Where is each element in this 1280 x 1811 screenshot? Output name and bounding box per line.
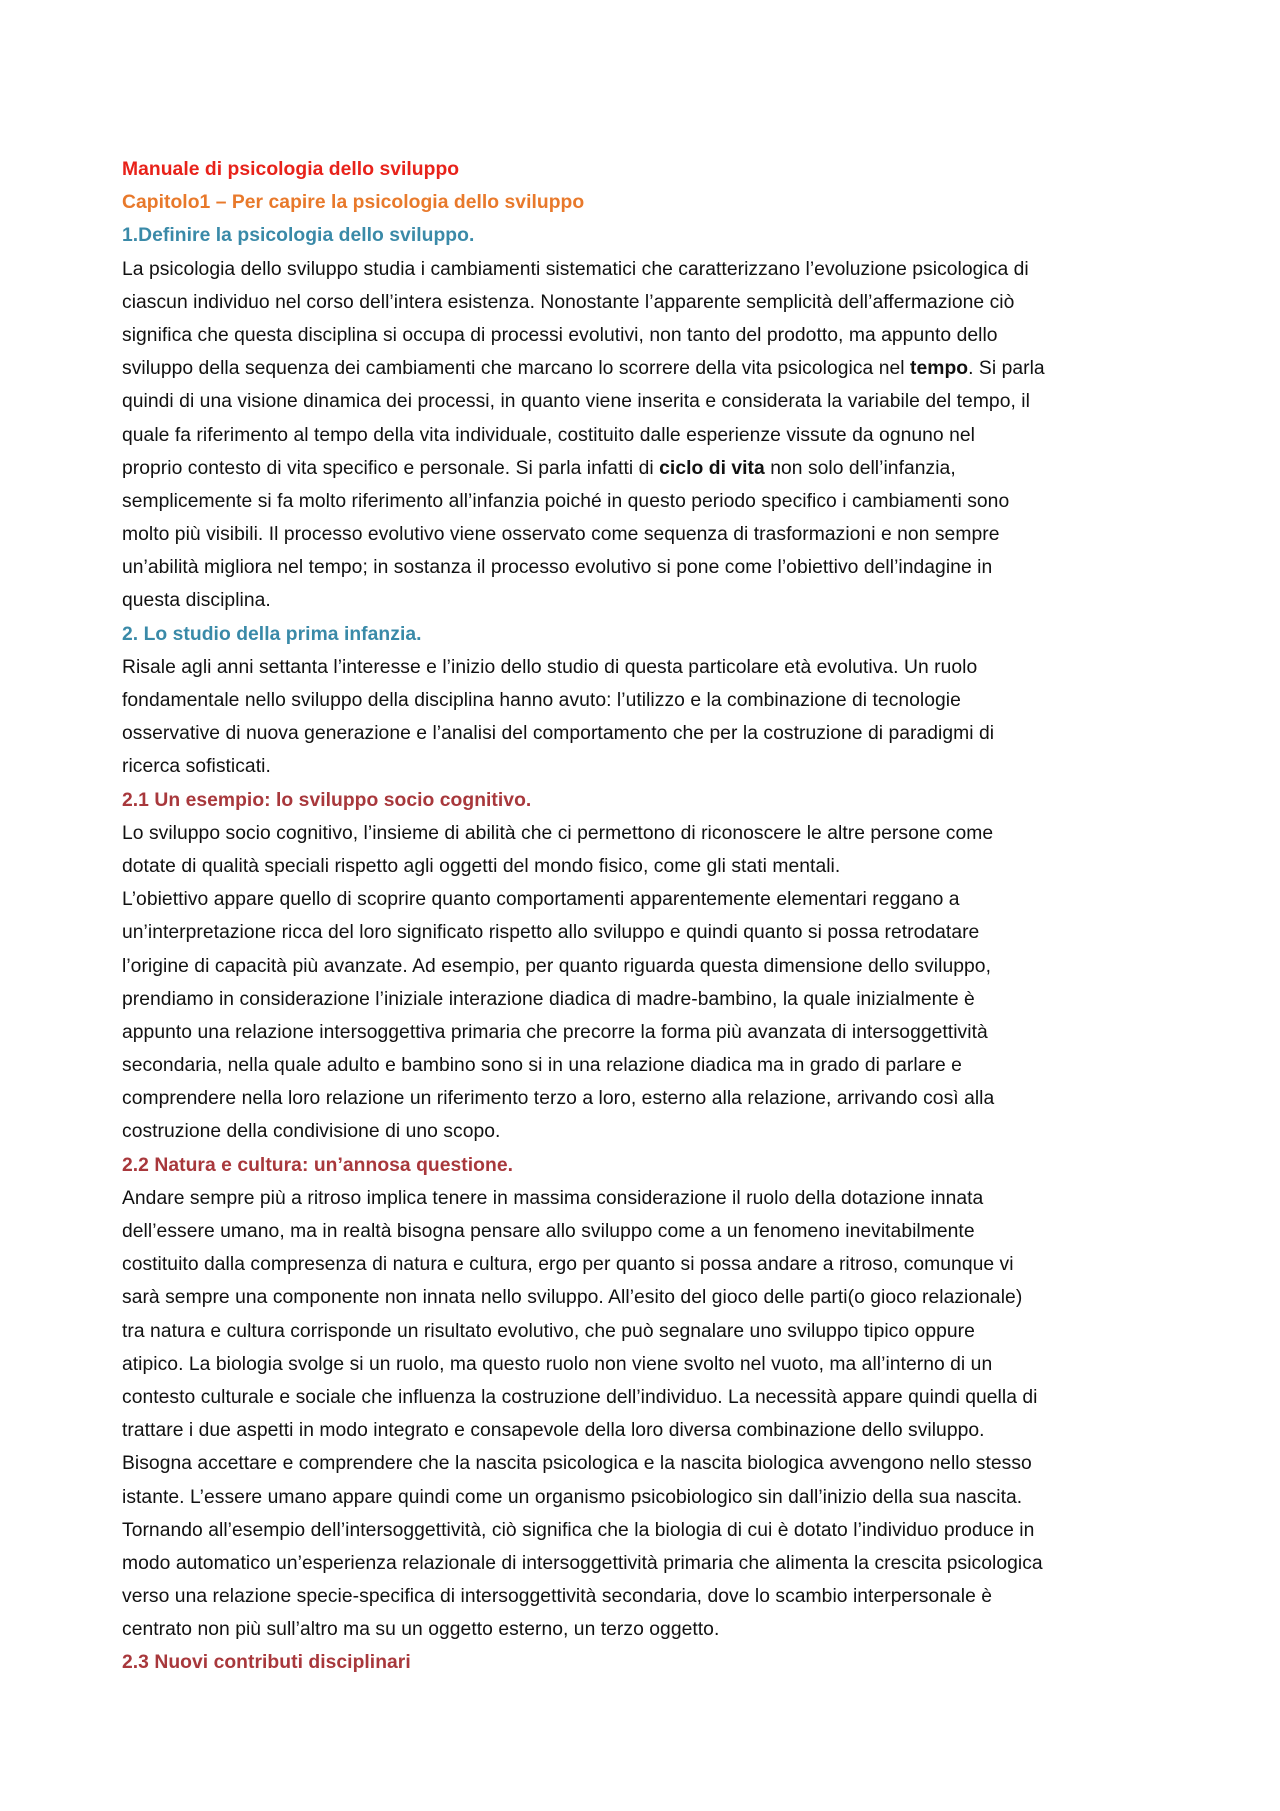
paragraph-line: atipico. La biologia svolge si un ruolo, ma questo ruolo non viene svolto nel vuoto, ma all’interno di un	[122, 1353, 993, 1375]
paragraph-line: molto più visibili. Il processo evolutivo viene osservato come sequenza di trasformazioni e non sempre	[122, 524, 1000, 546]
paragraph-line: significa che questa disciplina si occupa di processi evolutivi, non tanto del prodotto, ma appunto dello	[122, 324, 998, 346]
paragraph-line: costruzione della condivisione di uno scopo.	[122, 1121, 501, 1143]
text-run: sviluppo della sequenza dei cambiamenti che marcano lo scorrere della vita psicologica nel	[122, 358, 911, 380]
paragraph-line: dell’essere umano, ma in realtà bisogna pensare allo sviluppo come a un fenomeno inevitabilmente	[122, 1221, 975, 1242]
paragraph-line: l’origine di capacità più avanzate. Ad esempio, per quanto riguarda questa dimensione dello sviluppo,	[122, 955, 991, 977]
paragraph-line: un’interpretazione ricca del loro significato rispetto allo sviluppo e quindi quanto si possa retrodatare	[122, 922, 980, 944]
paragraph-line: verso una relazione specie-specifica di intersoggettività secondaria, dove lo scambio interpersonale è	[122, 1586, 993, 1608]
paragraph-line: Andare sempre più a ritroso implica tenere in massima considerazione il ruolo della dotazione innata	[122, 1187, 984, 1209]
text-run: non solo dell’infanzia,	[764, 457, 956, 479]
paragraph-line: appunto una relazione intersoggettiva primaria che precorre la forma più avanzata di intersoggettività	[122, 1021, 988, 1043]
paragraph-line: tra natura e cultura corrisponde un risultato evolutivo, che può segnalare uno sviluppo tipico oppure	[122, 1320, 975, 1342]
paragraph-line: semplicemente si fa molto riferimento all’infanzia poiché in questo periodo specifico i cambiamenti sono	[122, 490, 1010, 512]
section-heading-1: 1.Definire la psicologia dello sviluppo.	[122, 225, 475, 247]
paragraph-line: questa disciplina.	[122, 590, 271, 612]
paragraph-line: La psicologia dello sviluppo studia i cambiamenti sistematici che caratterizzano l’evoluzione psicologica di	[122, 258, 1029, 280]
paragraph-line: secondaria, nella quale adulto e bambino sono si in una relazione diadica ma in grado di parlare e	[122, 1055, 962, 1077]
paragraph-line: comprendere nella loro relazione un riferimento terzo a loro, esterno alla relazione, arrivando così alla	[122, 1088, 995, 1110]
paragraph-line: fondamentale nello sviluppo della disciplina hanno avuto: l’utilizzo e la combinazione di tecnologie	[122, 690, 961, 711]
paragraph-line: trattare i due aspetti in modo integrato e consapevole della loro diversa combinazione dello sviluppo.	[122, 1420, 985, 1442]
paragraph-line: centrato non più sull’altro ma su un oggetto esterno, un terzo oggetto.	[122, 1619, 720, 1641]
bold-term-tempo: tempo	[910, 358, 969, 380]
paragraph-line: Tornando all’esempio dell’intersoggettività, ciò significa che la biologia di cui è dotato l’individuo produce in	[122, 1519, 1035, 1541]
document-page	[122, 153, 1174, 1680]
text-run: . Si parla	[968, 358, 1045, 380]
bold-term-ciclo-di-vita: ciclo di vita	[659, 457, 765, 479]
subsection-heading-2-1: 2.1 Un esempio: lo sviluppo socio cognitivo.	[122, 789, 532, 811]
paragraph-line: Bisogna accettare e comprendere che la nascita psicologica e la nascita biologica avvengono nello stesso	[122, 1453, 1032, 1475]
paragraph-line: ciascun individuo nel corso dell’intera esistenza. Nonostante l’apparente semplicità dell’affermazione ciò	[122, 291, 1015, 313]
paragraph-line: Lo sviluppo socio cognitivo, l’insieme di abilità che ci permettono di riconoscere le altre persone come	[122, 822, 994, 844]
paragraph-line: Risale agli anni settanta l’interesse e l’inizio dello studio di questa particolare età evolutiva. Un ruolo	[122, 656, 978, 678]
subsection-heading-2-3: 2.3 Nuovi contributi disciplinari	[122, 1652, 411, 1674]
paragraph-line: dotate di qualità speciali rispetto agli oggetti del mondo fisico, come gli stati mentali.	[122, 855, 841, 877]
paragraph-line: quale fa riferimento al tempo della vita individuale, costituito dalle esperienze vissute da ognuno nel	[122, 424, 975, 446]
paragraph-line: istante. L’essere umano appare quindi come un organismo psicobiologico sin dall’inizio della sua nascita.	[122, 1486, 1023, 1508]
subsection-heading-2-2: 2.2 Natura e cultura: un’annosa questione.	[122, 1154, 514, 1176]
text-run: proprio contesto di vita specifico e personale. Si parla infatti di	[122, 457, 660, 479]
paragraph-line: un’abilità migliora nel tempo; in sostanza il processo evolutivo si pone come l’obiettivo dell’indagine in	[122, 557, 993, 579]
paragraph-line: osservative di nuova generazione e l’analisi del comportamento che per la costruzione di paradigmi di	[122, 723, 995, 745]
paragraph-line: quindi di una visione dinamica dei processi, in quanto viene inserita e considerata la variabile del tempo, il	[122, 391, 1030, 413]
paragraph-line: contesto culturale e sociale che influenza la costruzione dell’individuo. La necessità appare quindi quella di	[122, 1386, 1038, 1408]
paragraph-line: prendiamo in considerazione l’iniziale interazione diadica di madre-bambino, la quale inizialmente è	[122, 988, 975, 1010]
document-title: Manuale di psicologia dello sviluppo	[122, 159, 460, 180]
paragraph-line: costituito dalla compresenza di natura e cultura, ergo per quanto si possa andare a ritroso, comunque vi	[122, 1254, 1014, 1276]
chapter-heading: Capitolo1 – Per capire la psicologia dello sviluppo	[122, 192, 585, 214]
paragraph-line	[122, 452, 1174, 485]
paragraph-line: ricerca sofisticati.	[122, 756, 271, 778]
paragraph-line: modo automatico un’esperienza relazionale di intersoggettività primaria che alimenta la crescita psicologica	[122, 1552, 1043, 1574]
paragraph-line	[122, 352, 1174, 385]
section-heading-2: 2. Lo studio della prima infanzia.	[122, 623, 422, 645]
paragraph-line: L’obiettivo appare quello di scoprire quanto comportamenti apparentemente elementari reggano a	[122, 889, 960, 911]
paragraph-line: sarà sempre una componente non innata nello sviluppo. All’esito del gioco delle parti(o gioco relazionale)	[122, 1287, 1023, 1309]
